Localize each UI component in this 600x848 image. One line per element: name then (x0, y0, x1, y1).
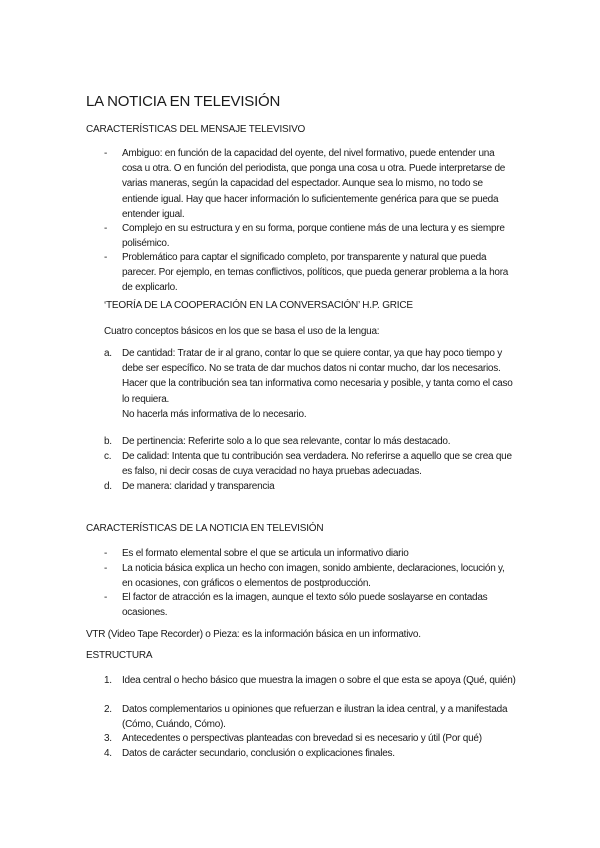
list-item-text: El factor de atracción es la imagen, aunque el texto sólo puede soslayarse en contadas ocasiones. (122, 592, 488, 619)
section-intro: Cuatro conceptos básicos en los que se basa el uso de la lengua: (104, 326, 380, 337)
list-item-text: Datos de carácter secundario, conclusión o explicaciones finales. (122, 748, 395, 759)
list-item-text: De manera: claridad y transparencia (122, 481, 275, 492)
list-letter: b. (104, 436, 112, 447)
list-item-text: De pertinencia: Referirte solo a lo que sea relevante, contar lo más destacado. (122, 436, 451, 447)
list-item-text (122, 346, 517, 422)
list-number: 2. (104, 704, 112, 715)
list-item-body: De cantidad: Tratar de ir al grano, contar lo que se quiere contar, ya que hay poco tiempo y debe ser específico. No se trata de dar muchos datos ni contar mucho, dar los necesarios. Hacer que la contribución sea tan informativa como necesaria y posible, y tanta como el caso lo requiera. (122, 348, 513, 405)
bullet-marker: - (104, 548, 108, 559)
section-heading-grice: ‘TEORÍA DE LA COOPERACIÓN EN LA CONVERSACIÓN’ H.P. GRICE (104, 300, 413, 311)
page-title: LA NOTICIA EN TELEVISIÓN (86, 93, 281, 110)
list-item-text: Idea central o hecho básico que muestra la imagen o sobre el que esta se apoya (Qué, quién) (122, 675, 516, 686)
list-number: 4. (104, 748, 112, 759)
list-item-text: La noticia básica explica un hecho con imagen, sonido ambiente, declaraciones, locución y, en ocasiones, con gráficos o elementos de postproducción. (122, 563, 505, 590)
list-letter: c. (104, 451, 112, 462)
bullet-marker: - (104, 563, 108, 574)
list-item-text: Problemático para captar el significado completo, por transparente y natural que pueda parecer. Por ejemplo, en temas conflictivos, políticos, que pueda generar problema a la hora de explicarlo. (122, 252, 509, 294)
list-item-extra: No hacerla más informativa de lo necesario. (122, 408, 307, 420)
list-item-text: De calidad: Intenta que tu contribución sea verdadera. No referirse a aquello que se crea que es falso, ni decir cosas de cuya veracidad no haya pruebas adecuadas. (122, 451, 512, 478)
list-item-text: Complejo en su estructura y en su forma, porque contiene más de una lectura y es siempre polisémico. (122, 223, 505, 250)
bullet-marker: - (104, 252, 108, 263)
vtr-definition: VTR (Video Tape Recorder) o Pieza: es la información básica en un informativo. (86, 629, 421, 640)
bullet-marker: - (104, 223, 108, 234)
list-number: 1. (104, 675, 112, 686)
list-item-text: Ambiguo: en función de la capacidad del oyente, del nivel formativo, puede entender una cosa u otra. O en función del periodista, que ponga una cosa u otra. Puede interpretarse de varias maneras, según la capacidad del espectador. Aunque sea lo mismo, no todo se entiende igual. Hay que hacer información lo suficientemente genérica para que se pueda entender igual. (122, 148, 506, 220)
list-item-text: Es el formato elemental sobre el que se articula un informativo diario (122, 548, 409, 559)
list-item-text: Antecedentes o perspectivas planteadas con brevedad si es necesario y útil (Por qué) (122, 733, 482, 744)
section-heading-mensaje: CARACTERÍSTICAS DEL MENSAJE TELEVISIVO (86, 124, 306, 135)
list-number: 3. (104, 733, 112, 744)
section-heading-estructura: ESTRUCTURA (86, 650, 153, 661)
bullet-marker: - (104, 148, 108, 159)
section-heading-noticia: CARACTERÍSTICAS DE LA NOTICIA EN TELEVISIÓN (86, 523, 324, 534)
list-item-text: Datos complementarios u opiniones que refuerzan e ilustran la idea central, y a manifestada (Cómo, Cuándo, Cómo). (122, 704, 508, 731)
bullet-marker: - (104, 592, 108, 603)
list-letter: a. (104, 348, 112, 359)
list-letter: d. (104, 481, 112, 492)
